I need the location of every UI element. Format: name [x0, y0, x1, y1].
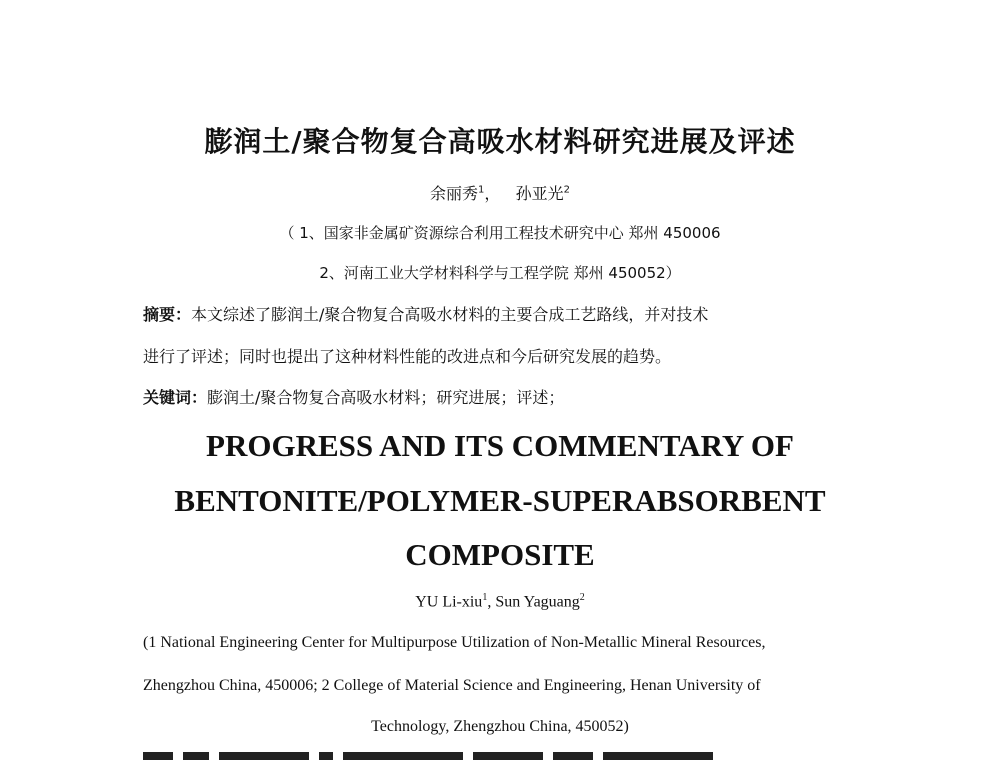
english-author-1: YU Li-xiu [415, 593, 483, 611]
english-affiliation-line-3: Technology, Zhengzhou China, 450052) [371, 718, 629, 735]
chinese-affiliation-2: 2、河南工业大学材料科学与工程学院 郑州 450052） [319, 264, 681, 282]
cut-off-text-line [143, 752, 863, 760]
chinese-keywords [143, 385, 564, 408]
english-affiliation-line-2: Zhengzhou China, 450006; 2 College of Material Science and Engineering, Henan University of [143, 677, 761, 694]
english-title-line-1: PROGRESS AND ITS COMMENTARY OF [206, 428, 794, 463]
chinese-author-2: 孙亚光 [515, 184, 564, 203]
chinese-title: 膨润土/聚合物复合高吸水材料研究进展及评述 [204, 125, 796, 158]
chinese-abstract-line-1 [143, 302, 708, 325]
abstract-label: 摘要： [143, 305, 192, 324]
chinese-author-1: 余丽秀 [429, 184, 478, 203]
english-title-line-2: BENTONITE/POLYMER-SUPERABSORBENT [174, 483, 826, 518]
english-author-separator: , [487, 593, 496, 611]
english-author-2: Sun Yaguang [495, 593, 580, 611]
keywords-text: 膨润土/聚合物复合高吸水材料；研究进展；评述； [207, 388, 565, 407]
chinese-authors [0, 181, 1000, 204]
english-authors [0, 592, 1000, 611]
abstract-text-1: 本文综述了膨润土/聚合物复合高吸水材料的主要合成工艺路线，并对技术 [191, 305, 709, 324]
chinese-author-2-affil: 2 [563, 184, 571, 196]
chinese-author-1-affil: 1 [477, 184, 485, 196]
english-author-1-affil: 1 [482, 592, 488, 603]
keywords-label: 关键词： [143, 388, 208, 407]
english-affiliation-line-1: (1 National Engineering Center for Multipurpose Utilization of Non-Metallic Mineral Resources, [143, 634, 766, 651]
english-author-2-affil: 2 [579, 592, 585, 603]
chinese-author-separator: ， [484, 184, 501, 203]
chinese-abstract-line-2: 进行了评述；同时也提出了这种材料性能的改进点和今后研究发展的趋势。 [143, 347, 672, 366]
english-title-line-3: COMPOSITE [405, 537, 595, 572]
chinese-affiliation-1: （ 1、国家非金属矿资源综合利用工程技术研究中心 郑州 450006 [279, 224, 721, 242]
